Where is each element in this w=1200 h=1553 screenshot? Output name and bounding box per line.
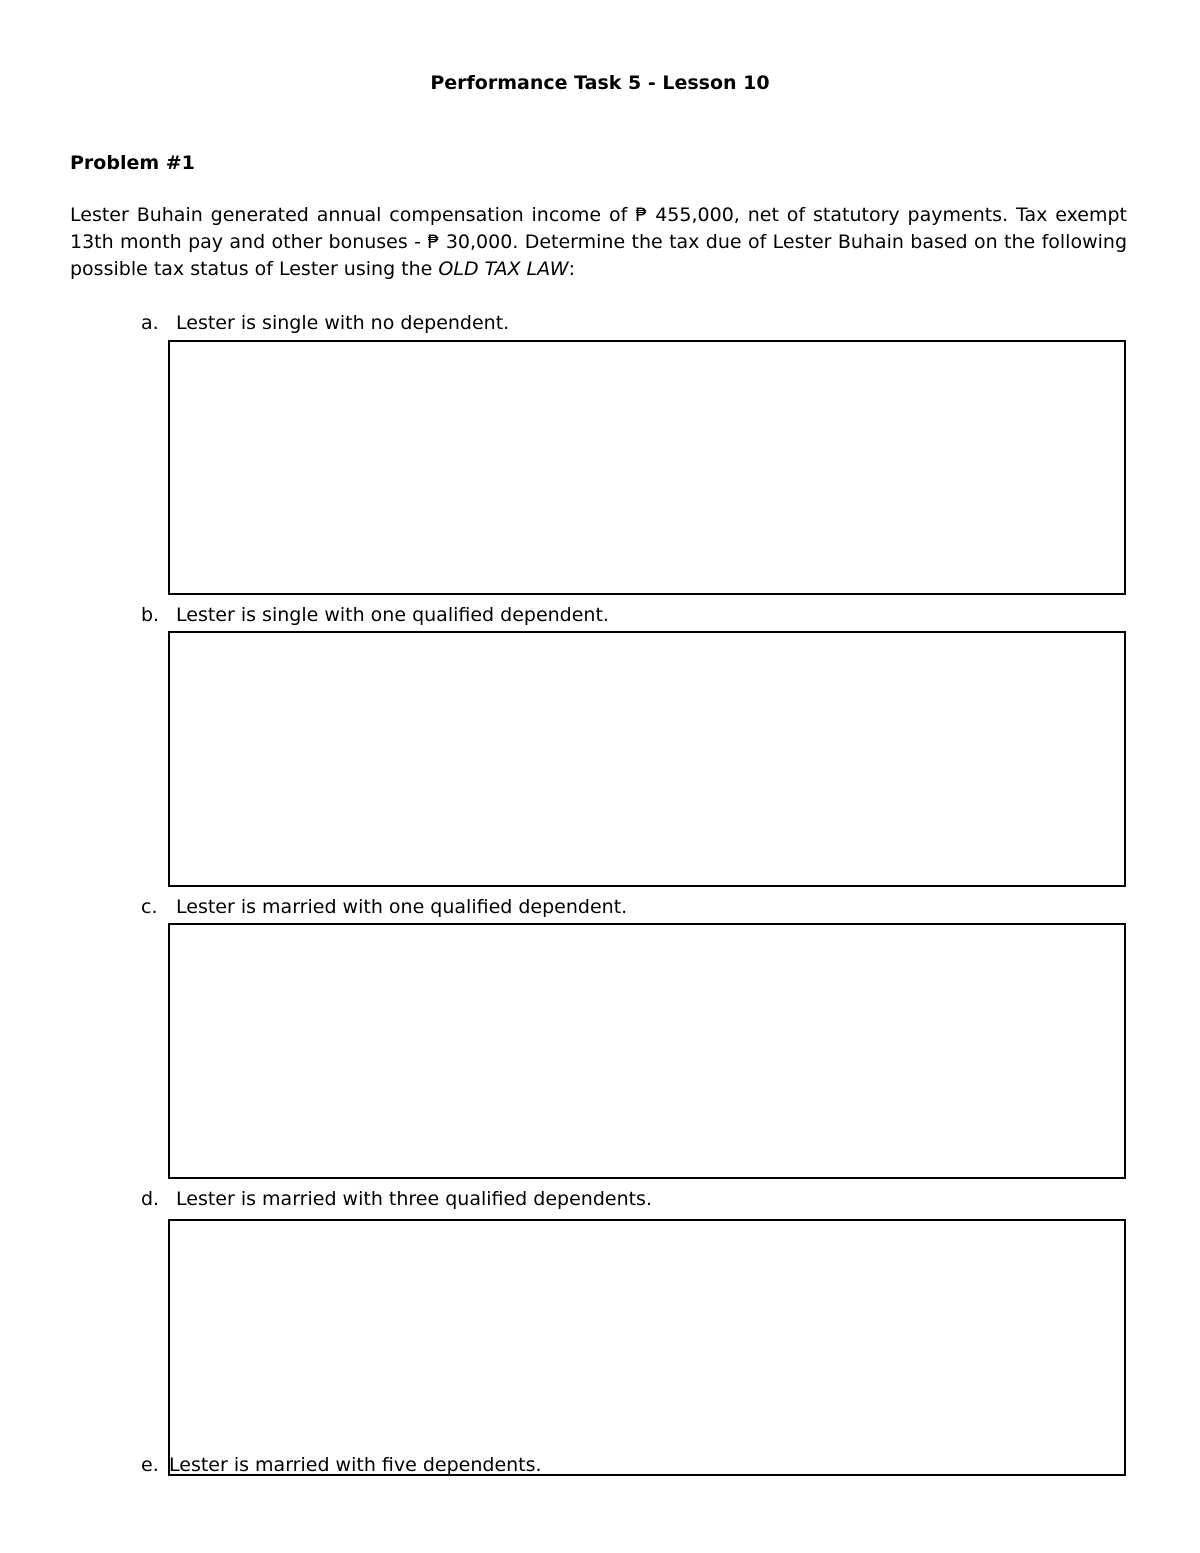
- problem-statement: [70, 202, 1127, 283]
- item-c-letter: c.: [141, 896, 158, 918]
- problem-text-part2: :: [568, 258, 575, 280]
- item-c-text: Lester is married with one qualified dependent.: [176, 896, 628, 918]
- problem-heading: Problem #1: [70, 152, 195, 174]
- item-a: [141, 311, 509, 335]
- item-b-letter: b.: [141, 604, 160, 626]
- item-e: [141, 1453, 542, 1477]
- item-b: [141, 603, 609, 627]
- answer-box-d[interactable]: [168, 1219, 1126, 1476]
- problem-text-emphasis: OLD TAX LAW: [438, 258, 569, 280]
- item-e-letter: e.: [141, 1454, 159, 1476]
- item-b-text: Lester is single with one qualified dependent.: [176, 604, 609, 626]
- problem-text-part1: Lester Buhain generated annual compensation income of ₱ 455,000, net of statutory payments. Tax exempt 13th month pay and other bonuses - ₱ 30,000. Determine the tax due of Lester Buhain based on the following possible tax status of Lester using the: [70, 204, 1127, 280]
- answer-box-c[interactable]: [168, 923, 1126, 1179]
- document-title: Performance Task 5 - Lesson 10: [430, 72, 770, 94]
- item-e-text: Lester is married with five dependents.: [169, 1454, 542, 1476]
- item-d-letter: d.: [141, 1188, 160, 1210]
- answer-box-a[interactable]: [168, 340, 1126, 595]
- item-a-letter: a.: [141, 312, 159, 334]
- item-c: [141, 895, 627, 919]
- answer-box-b[interactable]: [168, 631, 1126, 887]
- item-a-text: Lester is single with no dependent.: [176, 312, 510, 334]
- item-d-text: Lester is married with three qualified dependents.: [176, 1188, 652, 1210]
- item-d: [141, 1187, 652, 1211]
